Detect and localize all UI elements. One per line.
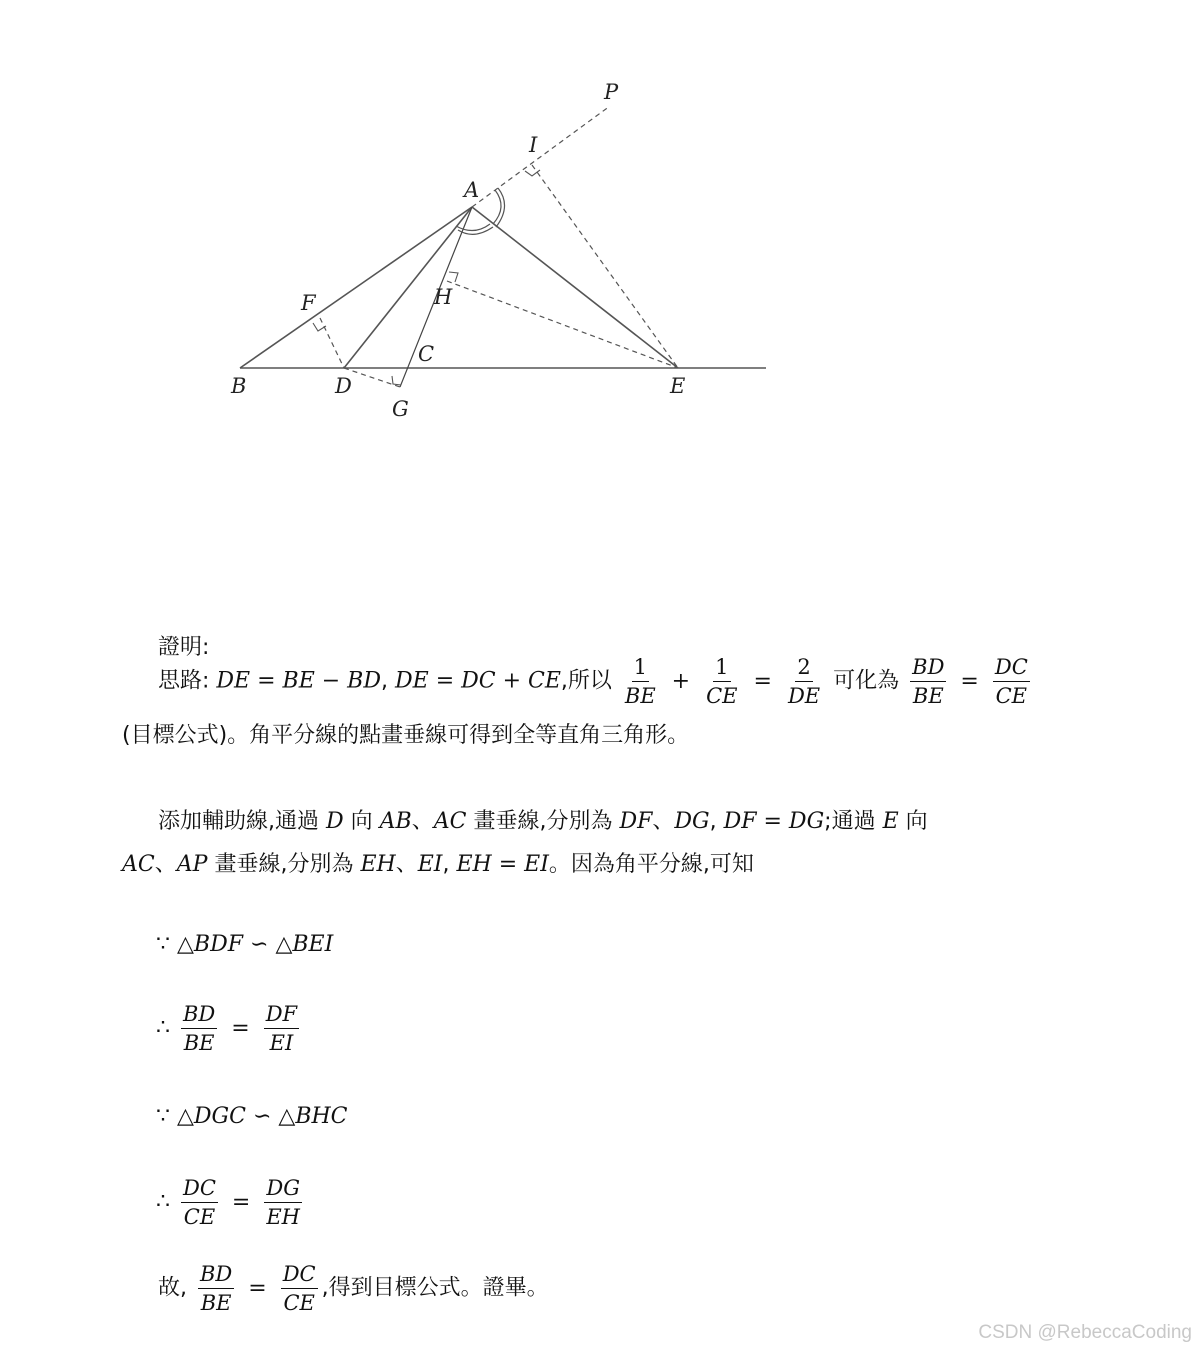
math-ac: AC (122, 852, 155, 877)
segment-DG (344, 368, 400, 387)
label-H: H (434, 285, 453, 309)
segment-AD (344, 207, 472, 368)
angle-arc-EAP-inner (493, 190, 501, 224)
frac-den: EI (269, 1031, 294, 1056)
frac-den: BE (624, 684, 656, 709)
conclusion-suffix: ,得到目標公式。證畢。 (321, 1275, 549, 1301)
text: 向 (350, 809, 373, 834)
label-F: F (301, 291, 316, 315)
proof-heading: 證明: (158, 635, 210, 660)
sep: 、 (411, 809, 434, 834)
frac-num: DF (264, 1003, 299, 1029)
frac-den: CE (706, 684, 738, 709)
label-I: I (529, 133, 538, 157)
frac-den: CE (995, 684, 1028, 709)
comma: , (709, 809, 717, 834)
fraction (181, 1177, 218, 1228)
math-ab: AB (379, 809, 412, 834)
math-dg: DG (674, 809, 710, 834)
angle-arc-CAE-inner (456, 224, 490, 231)
frac-den: CE (283, 1291, 315, 1316)
frac-num: DC (181, 1177, 218, 1203)
math-eh-eq-ei: EH = EI (456, 852, 549, 877)
tri-name: BDF (193, 932, 243, 957)
frac-num: 1 (632, 656, 649, 682)
text: 畫垂線,分別為 (473, 809, 613, 834)
text: 。因為角平分線,可知 (548, 852, 754, 877)
frac-num: BD (181, 1003, 217, 1029)
frac-num: 1 (713, 656, 730, 682)
construction-line-1 (158, 804, 928, 835)
math-ap: AP (176, 852, 208, 877)
tri-name: BEI (292, 932, 334, 957)
math-df: DF (619, 809, 653, 834)
frac-num: DC (281, 1263, 318, 1289)
becomes-text: 可化為 (833, 668, 900, 694)
tri-name: BHC (295, 1104, 348, 1129)
text: 畫垂線,分別為 (214, 852, 354, 877)
text: ;通過 (824, 809, 876, 834)
triangle-symbol: △ (177, 932, 194, 957)
watermark: CSDN @RebeccaCoding (978, 1322, 1192, 1343)
triangle-symbol: △ (278, 1104, 296, 1129)
therefore-symbol: ∴ (156, 1015, 170, 1041)
math-eh: EH (360, 852, 396, 877)
math-df-eq-dg: DF = DG (723, 809, 825, 834)
triangle-symbol: △ (275, 932, 293, 957)
similar-symbol: ∽ (252, 1104, 272, 1129)
frac-num: BD (198, 1263, 234, 1289)
fraction-2-over-de (786, 656, 822, 707)
ray-AP (472, 106, 610, 207)
step-similar-bdf-bei (156, 932, 333, 957)
fraction-bd-over-be (910, 656, 946, 707)
frac-num: DG (264, 1177, 302, 1203)
fraction-dc-over-ce (993, 656, 1030, 707)
sep: 、 (154, 852, 177, 877)
label-A: A (464, 178, 480, 202)
frac-den: BE (183, 1031, 215, 1056)
math-ei: EI (417, 852, 443, 877)
because-symbol: ∵ (156, 1104, 170, 1129)
label-G: G (392, 397, 409, 421)
plus-sign: + (671, 668, 691, 694)
equals-sign: = (231, 1189, 251, 1215)
fraction (264, 1003, 299, 1054)
idea-label: 思路: (158, 668, 210, 694)
segment-AE (472, 207, 678, 368)
frac-den: CE (183, 1205, 216, 1230)
equals-sign: = (960, 668, 979, 694)
proof-idea-line (158, 656, 1034, 707)
frac-den: BE (912, 684, 944, 709)
comma: , (381, 668, 388, 694)
fraction (281, 1263, 318, 1314)
fraction (198, 1263, 234, 1314)
math-e: E (882, 809, 899, 834)
proof-idea-line-2: (目標公式)。角平分線的點畫垂線可得到全等直角三角形。 (122, 723, 690, 748)
label-C: C (418, 342, 435, 366)
equals-sign: = (231, 1015, 250, 1041)
therefore-symbol: ∴ (156, 1189, 170, 1215)
conclusion-prefix: 故, (158, 1275, 187, 1301)
math-ac: AC (433, 809, 467, 834)
conclusion-line (158, 1263, 549, 1314)
label-E: E (670, 374, 686, 398)
tri-name: DGC (193, 1104, 246, 1129)
fraction (264, 1177, 302, 1228)
segment-DF (320, 318, 344, 368)
eq-de-dc-ce: DE = DC + CE (395, 668, 561, 694)
geometry-figure (0, 0, 1198, 460)
text: 添加輔助線,通過 (158, 809, 319, 834)
fraction-1-over-be (623, 656, 658, 707)
frac-num: BD (910, 656, 946, 682)
sep: 、 (395, 852, 418, 877)
label-P: P (604, 80, 619, 104)
equals-sign: = (753, 668, 772, 694)
label-D: D (335, 374, 352, 398)
construction-line-2 (122, 847, 754, 878)
frac-den: EH (266, 1205, 300, 1230)
segment-EH (447, 281, 678, 368)
frac-num: DC (993, 656, 1030, 682)
right-angle-mark-G (392, 376, 401, 385)
fraction-1-over-ce (704, 656, 739, 707)
sep: 、 (652, 809, 675, 834)
equals-sign: = (248, 1275, 267, 1301)
frac-den: DE (787, 684, 821, 709)
step-ratio-bd-be (156, 1003, 303, 1054)
frac-den: BE (200, 1291, 232, 1316)
comma: , (442, 852, 450, 877)
fraction (181, 1003, 217, 1054)
because-symbol: ∵ (156, 932, 170, 957)
math-d: D (326, 809, 344, 834)
similar-symbol: ∽ (250, 932, 269, 957)
eq-de-be-bd: DE = BE − BD (216, 668, 381, 694)
step-similar-dgc-bhc (156, 1104, 348, 1129)
right-angle-mark-H (449, 272, 458, 282)
so-text: ,所以 (560, 668, 612, 694)
triangle-symbol: △ (177, 1104, 194, 1129)
text: 向 (905, 809, 928, 834)
segment-EI (532, 165, 678, 368)
right-angle-mark-F (313, 323, 326, 331)
label-B: B (231, 374, 247, 398)
frac-num: 2 (795, 656, 812, 682)
step-ratio-dc-ce (156, 1177, 306, 1228)
